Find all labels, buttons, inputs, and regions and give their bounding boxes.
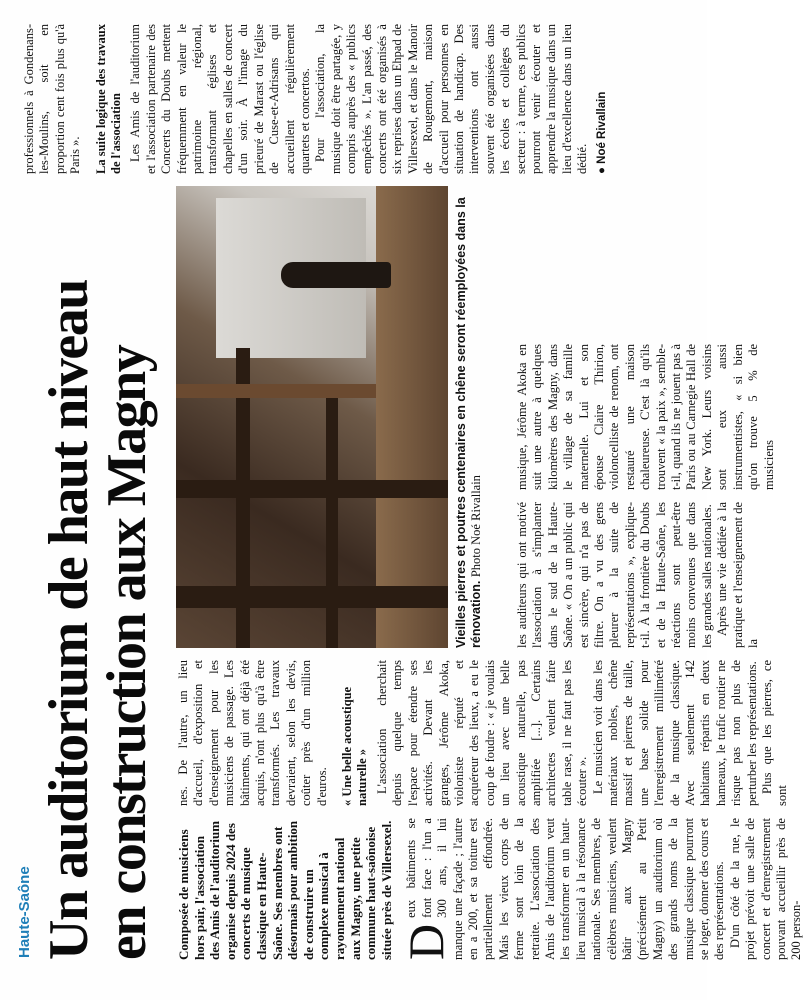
paragraph-7: les auditeurs qui ont motivé l'association à s'implanter dans le sud de la Haute-Saône. « On a un public qui est sincère, qui n'a pas de filtre. On a vu des gens pleurer à la suite de représentations », explique-t-il. À la frontière du Doubs et de la Haute-Saône, les réactions sont peut-être moins convenues que dans les grandes salles nationales.	[515, 502, 714, 648]
headline-line-2: en construction aux Magny	[96, 345, 158, 960]
caption-text: Vieilles pierres et poutres centenaires en chêne seront réemployées dans la rénovation.	[454, 197, 483, 648]
paragraph-2: D'un côté de la rue, le projet prévoit une salle de concert et d'enregistrement pouvant accueillir près de 200 person-	[727, 818, 804, 960]
article-column-2	[176, 660, 791, 806]
paragraph-11: Les Amis de l'auditorium et l'association partenaire des Concerts du Doubs mettent fréquemment en valeur le patrimoine régional, transformant églises et chapelles en salles de concert d'un soir. À l'image du prieuré de Marast ou l'église de Cuse-et-Adrisans qui accueillent régulièrement quartets et concertos.	[128, 24, 312, 174]
photo-credit: Photo Noé Rivallain	[469, 475, 483, 578]
photo-beam	[176, 384, 376, 398]
photo-caption	[454, 186, 484, 648]
author-signature: ● Noé Rivallain	[595, 91, 608, 174]
paragraph-4: L'association cherchait depuis quelque temps l'espace pour étendre ses activités. Devant les granges, Jérôme Akoka, violoniste réputé et acquéreur des lieux, a eu le coup de foudre : « je voulais un lieu avec une belle acoustique naturelle, pas amplifiée [...]. Certains architectes veulent faire table rase, il ne faut pas les écouter ».	[374, 660, 590, 806]
standfirst: Composée de musiciens hors pair, l'association des Amis de l'auditorium organise depuis 2024 des concerts de musique classique en Haute-Saône. Ses membres ont désormais pour ambition de construire un complexe musical à rayonnement national aux Magny, une petite commune haut-saônoise située près de Villersexel.	[176, 820, 394, 960]
paragraph-6: Plus que les pierres, ce sont	[760, 660, 790, 806]
lead-paragraph	[398, 818, 728, 960]
paragraph-1: eux bâtiments se font face : l'un a 300 ans, il lui manque une façade ; l'autre en a 200, et sa toiture est partiellement effondrée. Mais les vieux corps de ferme sont loin de la retraite. L'association des Amis de l'auditorium veut les transformer en un haut-lieu musical à la résonance nationale. Ses membres, de célèbres musiciens, veulent bâtir aux Magny (précisément au Petit Magny) un auditorium où des grands noms de la musique classique pourront se loger, donner des cours et des représentations.	[404, 818, 727, 960]
paragraph-8: Après une vie dédiée à la pratique et l'enseignement de la	[715, 502, 761, 648]
photo-person	[281, 262, 391, 288]
headline-line-1: Un auditorium de haut niveau	[38, 280, 100, 960]
article-photo	[176, 186, 448, 648]
section-kicker: Haute-Saône	[16, 866, 33, 958]
paragraph-12: Pour l'association, la musique doit être partagée, y compris auprès des « publics empêchés ». L'an passé, des concerts ont été organisés à six reprises dans un Ehpad de Villersexel, et dans le Manoir de Rougemont, maison d'accueil pour personnes en situation de handicap. Des interventions ont aussi souvent été organisées dans les écoles et collèges du secteur : à terme, ces publics pourront venir écouter et apprendre la musique dans un lieu d'excellence dans un lieu dédié.	[313, 24, 590, 174]
paragraph-10: professionnels à Gondenans-les-Moulins, soit en proportion cent fois plus qu'à Paris ».	[22, 24, 83, 174]
article-column-1	[176, 818, 805, 960]
article-column-4	[515, 344, 777, 490]
article-column-3	[515, 502, 762, 648]
paragraph-5: Le musicien voit dans les matériaux nobles, chêne massif et pierres de taille, une base solide pour l'enregistrement millimétré de la musique classique. Avec seulement 142 habitants répartis en deux hameaux, le trafic routier ne risque pas non plus de perturber les représentations.	[590, 660, 759, 806]
subheading-1: « Une belle acoustique naturelle »	[340, 686, 370, 806]
photo-beam	[176, 586, 448, 608]
drop-cap: D	[398, 923, 455, 960]
photo-beam	[176, 480, 448, 498]
photo-beam	[326, 388, 338, 648]
subheading-2: La suite logique des travaux de l'association	[93, 23, 124, 174]
photo-floor	[376, 186, 448, 648]
paragraph-9: musique, Jérôme Akoka en suit une autre à quelques kilomètres des Magny, dans le village de sa famille maternelle. Lui et son épouse Claire Thirion, violoncelliste de renom, ont restauré une maison chaleureuse. C'est là qu'ils trouvent « la paix », semble-t-il, quand ils ne jouent pas à Paris ou au Carnegie Hall de New York. Leurs voisins sont eux aussi instrumentistes, « si bien qu'on trouve 5 % de musiciens	[515, 344, 776, 490]
article-column-6	[22, 24, 610, 174]
paragraph-3: nes. De l'autre, un lieu d'accueil, d'exposition et d'enseignement pour les musiciens de passage. Les bâtiments, qui ont déjà été acquis, n'ont plus qu'à être transformés. Les travaux devraient, selon les devis, coûter près d'un million d'euros.	[176, 660, 329, 806]
